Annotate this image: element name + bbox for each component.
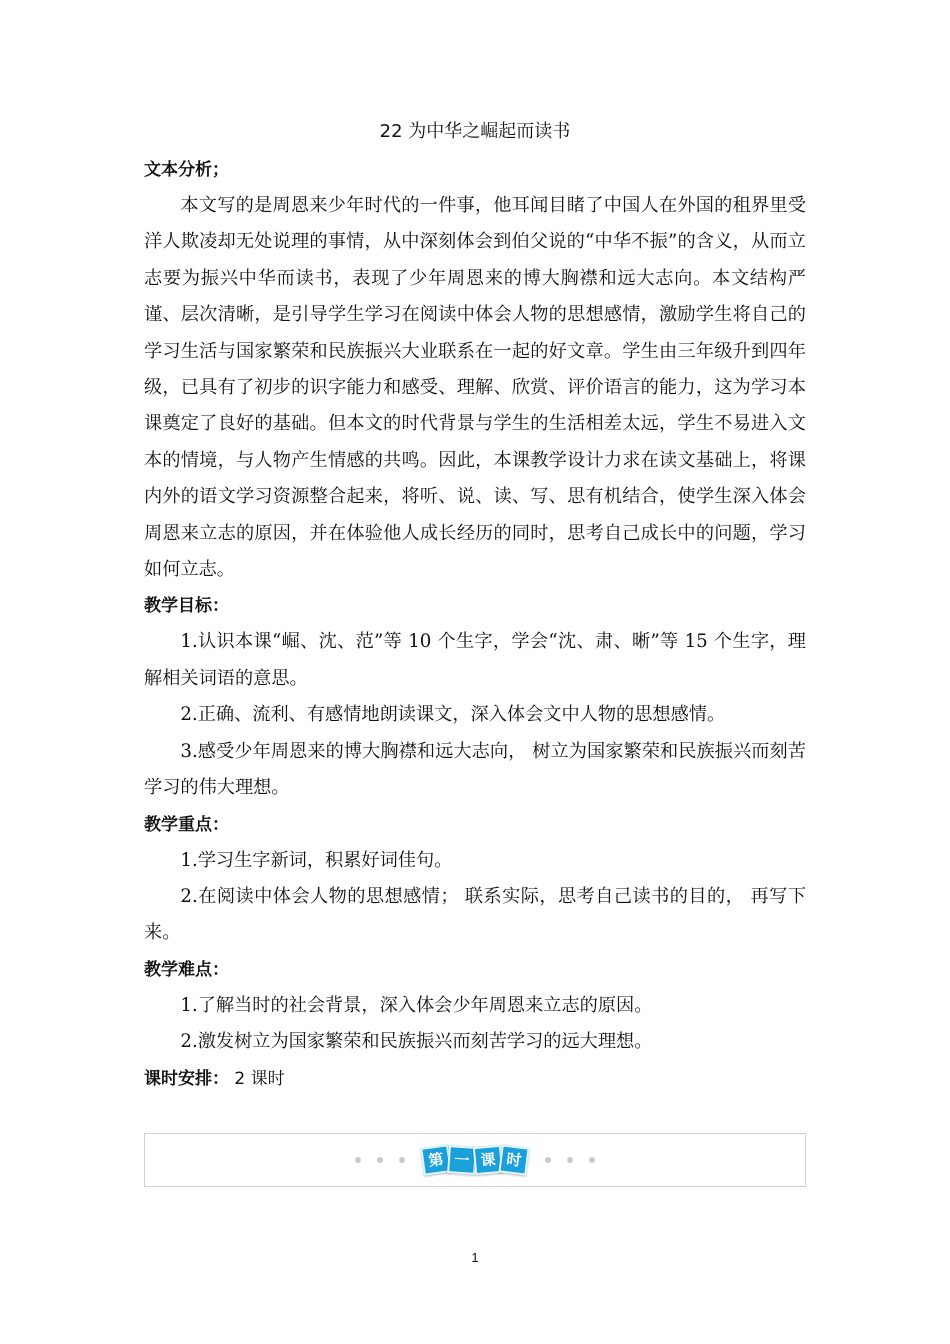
- document-title: 22 为中华之崛起而读书: [379, 121, 571, 142]
- dot-decoration: [545, 1157, 551, 1163]
- goal-item: 3.感受少年周恩来的博大胸襟和远大志向， 树立为国家繁荣和民族振兴而刻苦学习的伟大理想。: [144, 740, 806, 799]
- analysis-paragraph: 本文写的是周恩来少年时代的一件事，他耳闻目睹了中国人在外国的租界里受洋人欺凌却无处说理的事情，从中深刻体会到伯父说的“中华不振”的含义，从而立志要为振兴中华而读书，表现了少年周恩来的博大胸襟和远大志向。本文结构严谨、层次清晰，是引导学生学习在阅读中体会人物的思想感情，激励学生将自己的学习生活与国家繁荣和民族振兴大业联系在一起的好文章。学生由三年级升到四年级，已具有了初步的识字能力和感受、理解、欣赏、评价语言的能力，这为学习本课奠定了良好的基础。但本文的时代背景与学生的生活相差太远，学生不易进入文本的情境，与人物产生情感的共鸣。因此，本课教学设计力求在读文基础上，将课内外的语文学习资源整合起来，将听、说、读、写、思有机结合，使学生深入体会周恩来立志的原因，并在体验他人成长经历的同时，思考自己成长中的问题，学习如何立志。: [144, 195, 806, 581]
- badge-char: 课: [473, 1145, 503, 1175]
- difficulties-heading: 教学难点：: [144, 959, 229, 980]
- schedule-heading: 课时安排：: [144, 1068, 229, 1089]
- dot-decoration: [377, 1157, 383, 1163]
- badge-char: 第: [420, 1144, 452, 1176]
- goal-item: 2.正确、流利、有感情地朗读课文，深入体会文中人物的思想感情。: [180, 704, 726, 726]
- dot-decoration: [355, 1157, 361, 1163]
- difficulty-item: 2.激发树立为国家繁荣和民族振兴而刻苦学习的远大理想。: [180, 1031, 653, 1053]
- document-body: [144, 118, 806, 1097]
- lesson-badge: [423, 1146, 527, 1174]
- dot-decoration: [567, 1157, 573, 1163]
- dot-decoration: [589, 1157, 595, 1163]
- key-point-item: 1.学习生字新词，积累好词佳句。: [180, 849, 453, 871]
- lesson-banner: [144, 1133, 806, 1187]
- lesson-banner-inner: [145, 1144, 805, 1176]
- key-point-item: 2.在阅读中体会人物的思想感情； 联系实际，思考自己读书的目的， 再写下来。: [144, 885, 806, 944]
- badge-char: 一: [447, 1145, 477, 1175]
- schedule-value: 2 课时: [229, 1068, 285, 1089]
- goals-heading: 教学目标：: [144, 596, 229, 617]
- key-points-heading: 教学重点：: [144, 814, 229, 835]
- difficulty-item: 1.了解当时的社会背景，深入体会少年周恩来立志的原因。: [180, 994, 653, 1016]
- goal-item: 1.认识本课“崛、沈、范”等 10 个生字，学会“沈、肃、晰”等 15 个生字，理解相关词语的意思。: [144, 631, 806, 689]
- dot-decoration: [399, 1157, 405, 1163]
- badge-char: 时: [498, 1144, 529, 1175]
- schedule-line: [144, 1061, 806, 1097]
- page-number: 1: [471, 1250, 479, 1265]
- analysis-heading: 文本分析；: [144, 160, 229, 180]
